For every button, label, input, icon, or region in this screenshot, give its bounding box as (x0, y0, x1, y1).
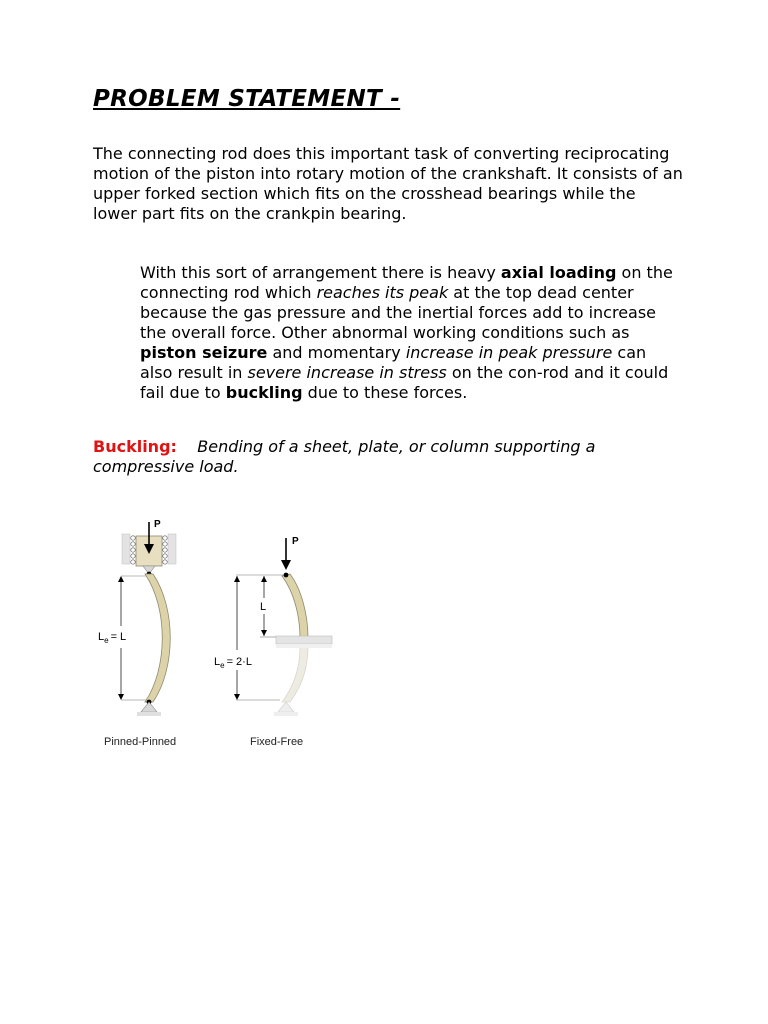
detail-text: at the top dead center because the gas pressure and the inertial forces add to increase the overall force. Other abnormal working conditions such as (140, 283, 657, 342)
ghost-column (282, 647, 308, 702)
definition-term: Buckling: (93, 437, 177, 456)
ghost-ground (274, 712, 298, 716)
left-wall-support (122, 534, 130, 564)
short-dim-arrow-top (261, 576, 267, 582)
right-load-label: P (292, 536, 299, 547)
long-dim-arrow-top (234, 576, 240, 582)
buckling-emphasis: buckling (225, 383, 303, 402)
fixed-free-diagram (214, 536, 332, 748)
fixed-free-caption: Fixed-Free (250, 736, 304, 748)
ghost-pin-support (278, 702, 294, 712)
buckling-definition (93, 437, 683, 477)
long-dim-arrow-bottom (234, 694, 240, 700)
detail-text: can also result in (140, 343, 647, 382)
piston-seizure-emphasis: piston seizure (140, 343, 268, 362)
free-end-dot (284, 573, 289, 578)
right-wall-support (168, 534, 176, 564)
left-load-label: P (154, 519, 161, 530)
dim-arrow-top (118, 576, 124, 582)
pinned-pinned-diagram (98, 519, 176, 748)
bottom-ground (137, 712, 161, 716)
buckling-figure (88, 508, 348, 758)
buckling-diagram (88, 508, 348, 758)
reaches-peak-emphasis: reaches its peak (316, 283, 449, 302)
detail-text: With this sort of arrangement there is heavy (140, 263, 501, 282)
fixed-base-shadow (276, 644, 332, 648)
bottom-pin-support (141, 702, 157, 712)
right-load-arrowhead (281, 560, 291, 570)
dim-arrow-bottom (118, 694, 124, 700)
fixed-base (276, 636, 332, 644)
detail-text: on the connecting rod which (140, 263, 673, 302)
intro-paragraph: The connecting rod does this important task of converting reciprocating motion of the piston into rotary motion of the crankshaft. It consists of an upper forked section which fits on the crosshead bearings while the lower part fits on the crankpin bearing. (93, 144, 683, 223)
detail-paragraph (140, 263, 680, 403)
definition-text: Bending of a sheet, plate, or column supporting a compressive load. (93, 437, 596, 476)
stress-emphasis: severe increase in stress (247, 363, 447, 382)
peak-pressure-emphasis: increase in peak pressure (405, 343, 613, 362)
left-length-label: $L_e = L$ (98, 631, 127, 645)
axial-loading-emphasis: axial loading (500, 263, 617, 282)
detail-text: on the con-rod and it could fail due to (140, 363, 669, 402)
right-length-label: $L_e = 2\cdot L$ (214, 656, 252, 670)
fixed-free-column (282, 574, 308, 638)
detail-text: and momentary (267, 343, 406, 362)
pinned-pinned-column (145, 574, 170, 702)
detail-text: due to these forces. (302, 383, 468, 402)
page-title: PROBLEM STATEMENT - (93, 86, 401, 112)
pinned-pinned-caption: Pinned-Pinned (104, 736, 177, 748)
short-dim-arrow-bottom (261, 630, 267, 636)
right-short-length-label: L (260, 601, 267, 613)
